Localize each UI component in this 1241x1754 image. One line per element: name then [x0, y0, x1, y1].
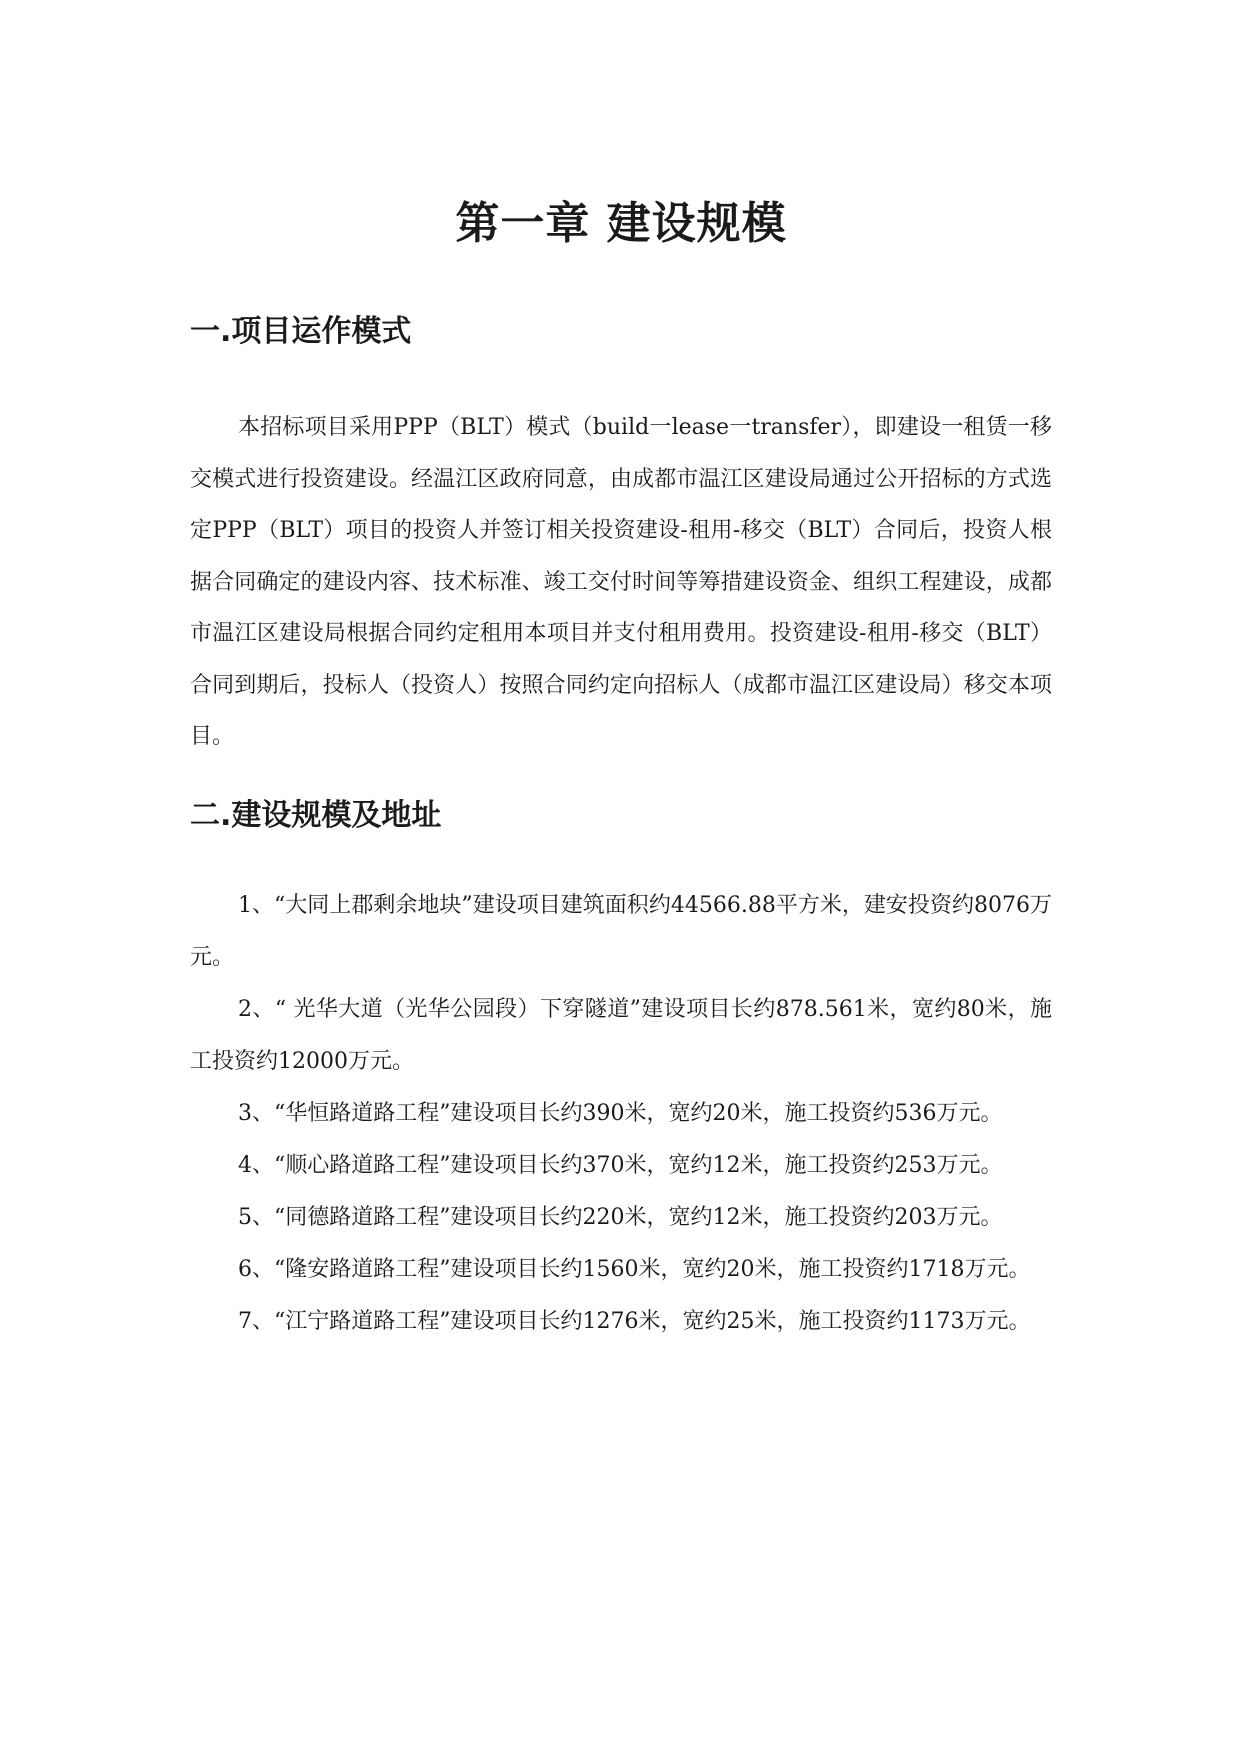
list-item: 4、“顺心路道路工程”建设项目长约370米，宽约12米，施工投资约253万元。 [238, 1153, 1003, 1178]
operation-mode-paragraph: 本招标项目采用PPP（BLT）模式（build一lease一transfer），即建设一租赁一移交模式进行投资建设。经温江区政府同意，由成都市温江区建设局通过公开招标的方式选定PPP（BLT）项目的投资人并签订相关投资建设-租用-移交（BLT）合同后，投资人根据合同确定的建设内容、技术标准、竣工交付时间等筹措建设资金、组织工程建设，成都市温江区建设局根据合同约定租用本项目并支付租用费用。投资建设-租用-移交（BLT）合同到期后，投标人（投资人）按照合同约定向招标人（成都市温江区建设局）移交本项目。 [190, 415, 1052, 749]
chapter-title: 第一章 建设规模 [455, 198, 787, 249]
list-item: 5、“同德路道路工程”建设项目长约220米，宽约12米，施工投资约203万元。 [238, 1205, 1003, 1230]
list-item: 1、“大同上郡剩余地块”建设项目建筑面积约44566.88平方米，建安投资约8076万元。 [190, 893, 1052, 970]
section-heading-scale-and-address: 二.建设规模及地址 [190, 798, 442, 833]
project-list [190, 880, 1052, 1348]
list-item: 3、“华恒路道路工程”建设项目长约390米，宽约20米，施工投资约536万元。 [238, 1101, 1003, 1126]
list-item: 6、“隆安路道路工程”建设项目长约1560米，宽约20米，施工投资约1718万元。 [238, 1257, 1031, 1282]
list-item: 7、“江宁路道路工程”建设项目长约1276米，宽约25米，施工投资约1173万元。 [238, 1309, 1031, 1334]
list-item: 2、“ 光华大道（光华公园段）下穿隧道”建设项目长约878.561米，宽约80米，施工投资约12000万元。 [190, 997, 1052, 1074]
section-heading-operation-mode: 一.项目运作模式 [190, 314, 412, 349]
